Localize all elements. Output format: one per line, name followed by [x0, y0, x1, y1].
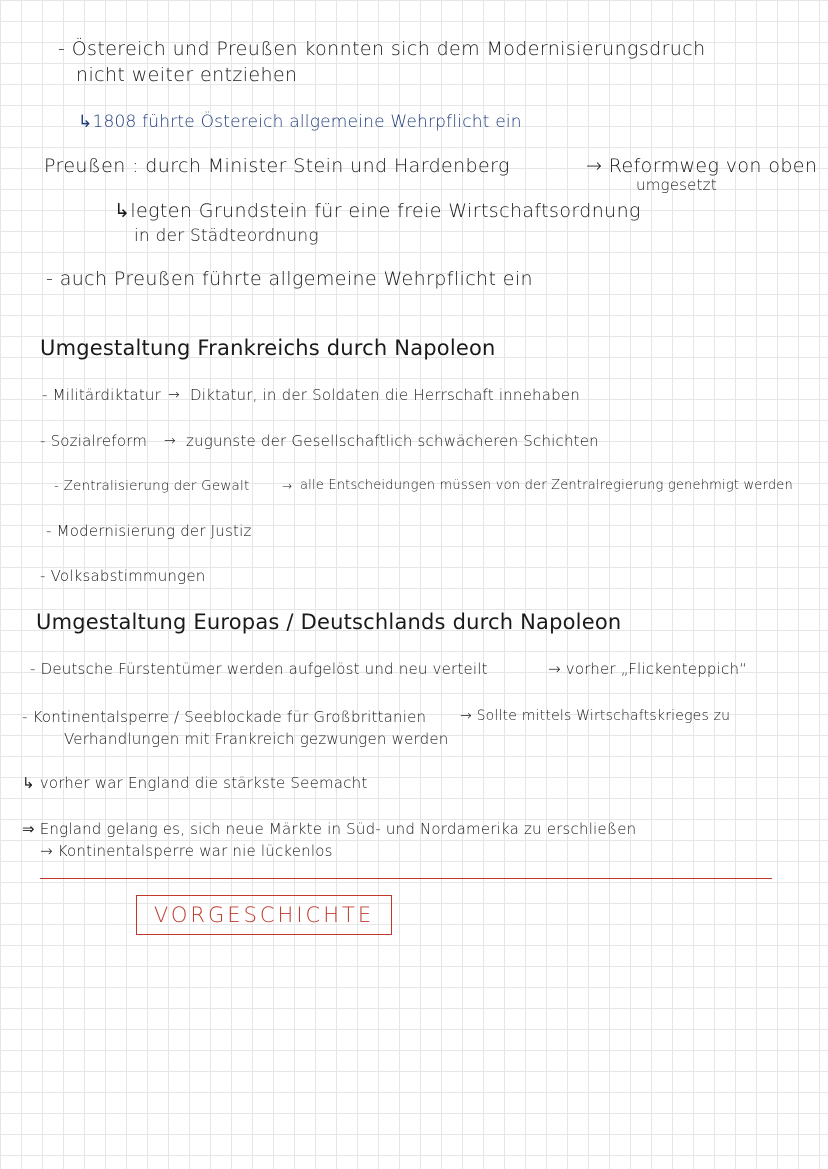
note-line: nicht weiter entziehen	[76, 64, 298, 86]
list-item-term: - Militärdiktatur	[42, 386, 162, 404]
divider-line	[40, 878, 772, 879]
section-heading: Umgestaltung Europas / Deutschlands durch Napoleon	[36, 610, 622, 634]
list-item: ↳ vorher war England die stärkste Seemacht	[22, 774, 368, 792]
list-item-term: - Modernisierung der Justiz	[46, 522, 252, 540]
list-item-continued: Verhandlungen mit Frankreich gezwungen werden	[64, 730, 449, 748]
list-item: - Kontinentalsperre / Seeblockade für Großbrittanien	[22, 708, 427, 726]
arrow-icon: →	[282, 479, 293, 493]
note-annotation: umgesetzt	[636, 176, 717, 194]
arrow-icon: →	[168, 387, 180, 403]
list-item-desc: zugunste der Gesellschaftlich schwächeren Schichten	[186, 432, 599, 450]
note-line: - auch Preußen führte allgemeine Wehrpflicht ein	[46, 268, 533, 290]
list-item: ⇒ England gelang es, sich neue Märkte in Süd- und Nordamerika zu erschließen	[22, 820, 637, 838]
list-item-note: → vorher „Flickenteppich“	[548, 660, 748, 678]
arrow-icon: →	[164, 433, 176, 449]
list-item-continued: → Kontinentalsperre war nie lückenlos	[40, 842, 333, 860]
note-line: → Reformweg von oben	[586, 155, 818, 177]
section-heading: Umgestaltung Frankreichs durch Napoleon	[40, 336, 496, 360]
list-item-desc: Diktatur, in der Soldaten die Herrschaft innehaben	[190, 386, 580, 404]
list-item-note: → Sollte mittels Wirtschaftskrieges zu	[460, 708, 731, 724]
list-item: - Deutsche Fürstentümer werden aufgelöst und neu verteilt	[30, 660, 488, 678]
chapter-stamp: VORGESCHICHTE	[136, 895, 392, 935]
note-line: Preußen : durch Minister Stein und Hardenberg	[44, 155, 510, 177]
list-item-desc: alle Entscheidungen müssen von der Zentralregierung genehmigt werden	[300, 478, 793, 493]
note-line-blue: ↳1808 führte Östereich allgemeine Wehrpflicht ein	[78, 112, 522, 132]
note-line: ↳legten Grundstein für eine freie Wirtschaftsordnung	[114, 200, 641, 222]
list-item-term: - Zentralisierung der Gewalt	[54, 478, 250, 494]
note-line: in der Städteordnung	[134, 226, 319, 246]
list-item-term: - Sozialreform	[40, 432, 148, 450]
note-line: - Östereich und Preußen konnten sich dem Modernisierungsdruch	[58, 38, 706, 60]
list-item-term: - Volksabstimmungen	[40, 567, 206, 585]
